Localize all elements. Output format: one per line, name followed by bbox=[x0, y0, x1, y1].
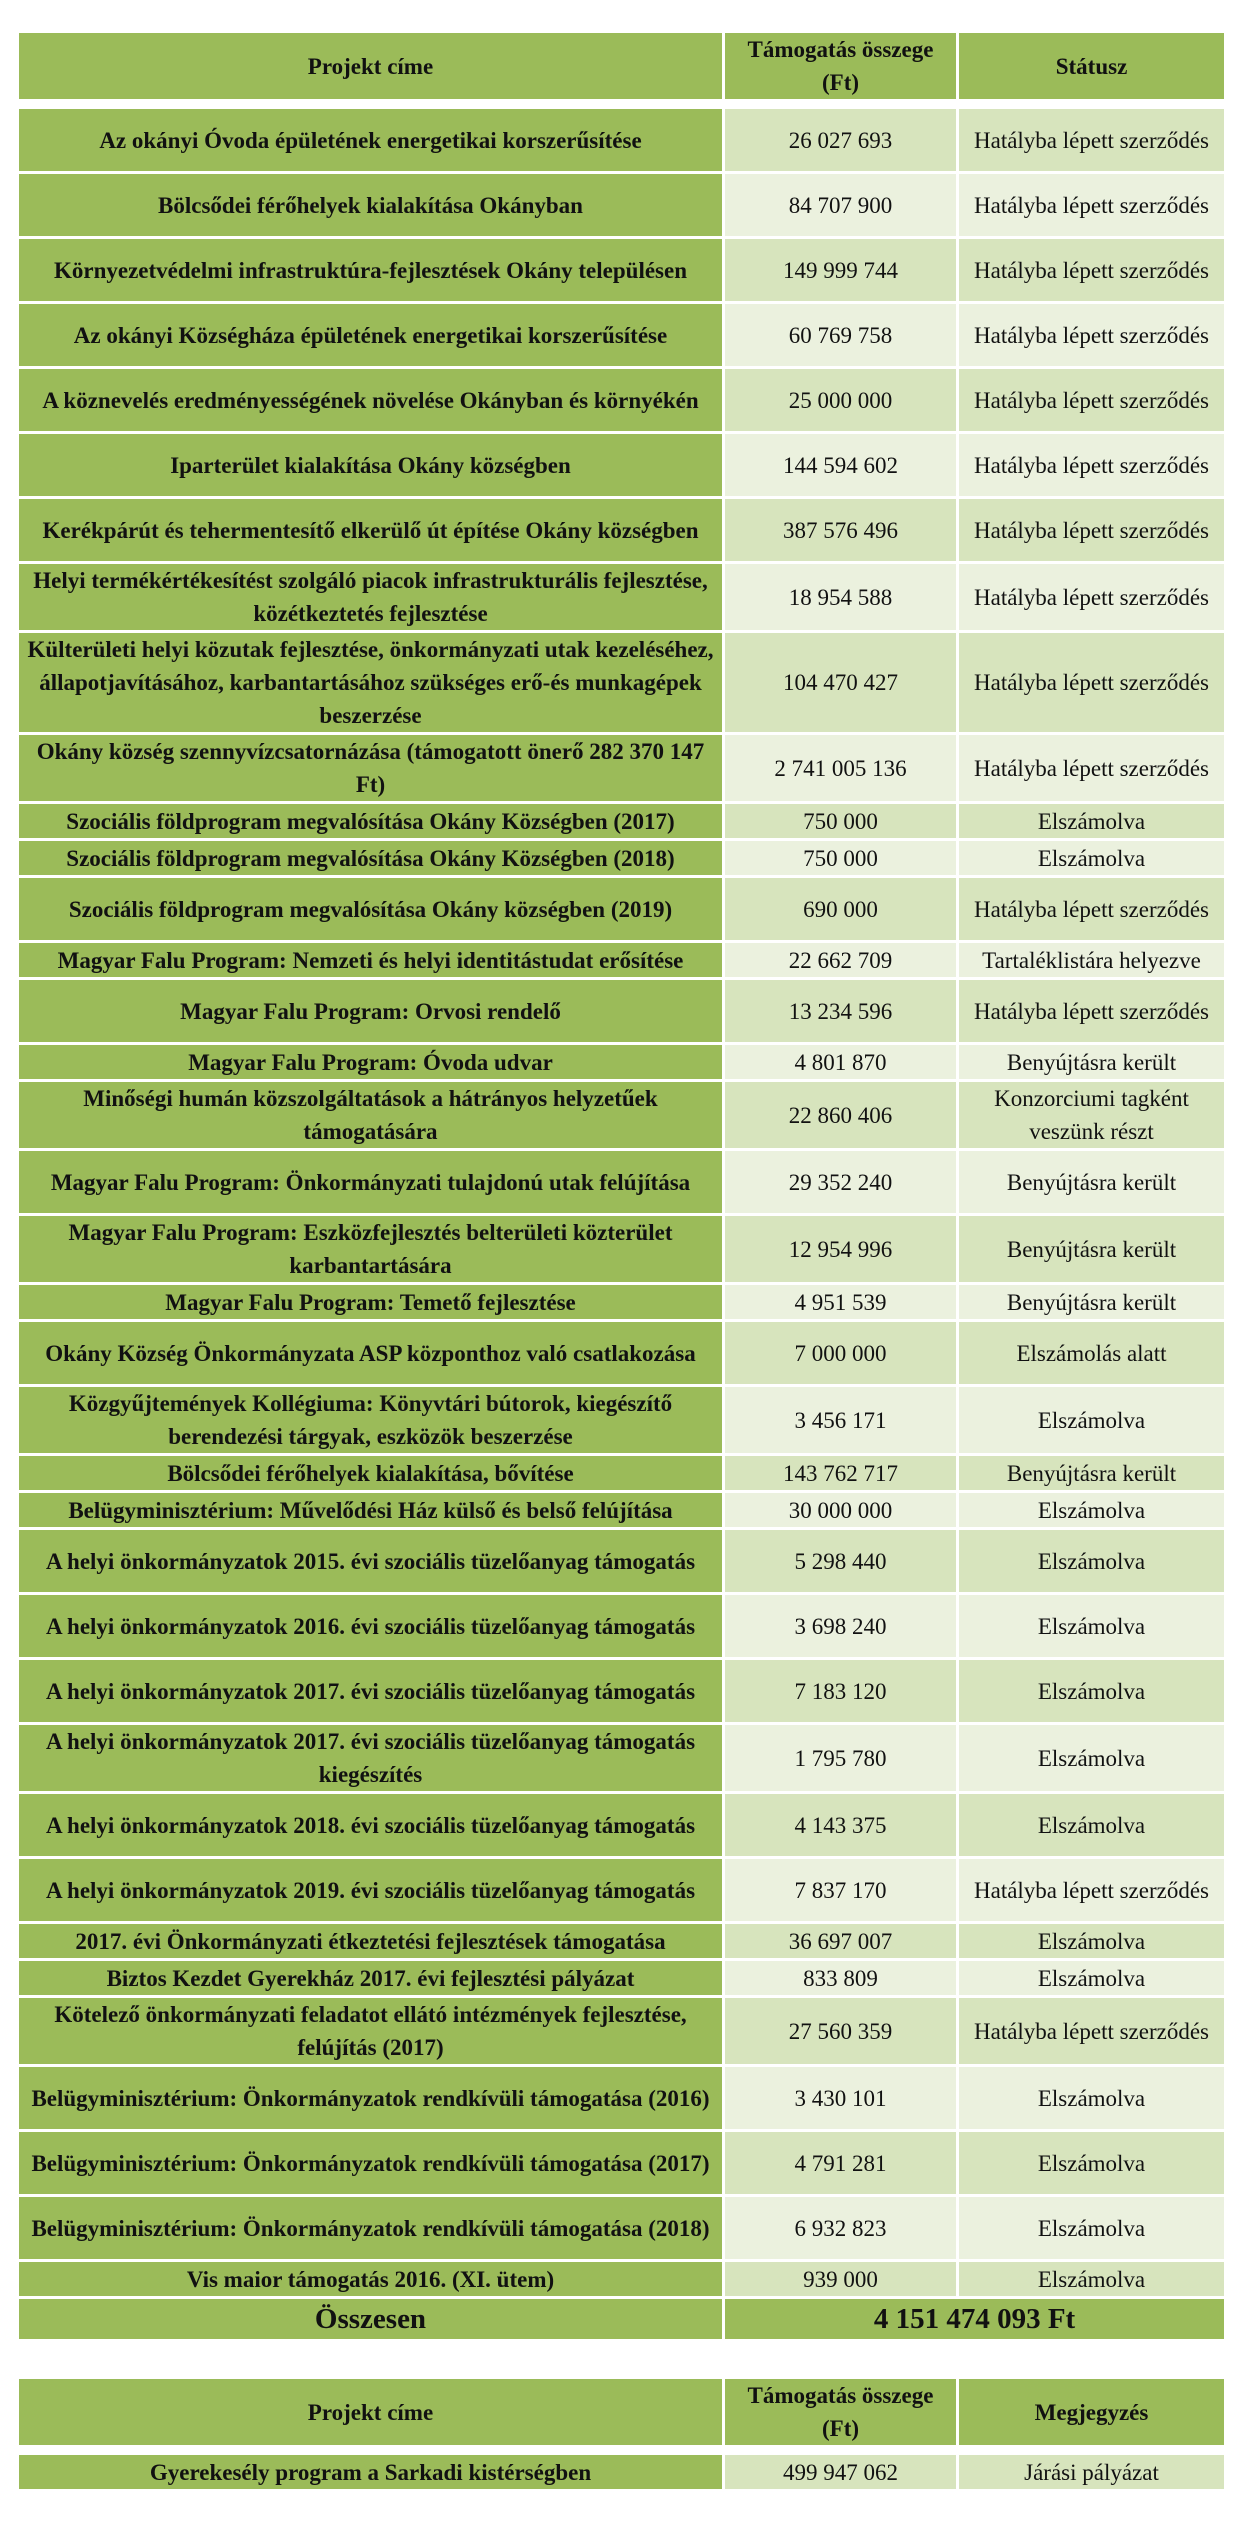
amount-cell: 12 954 996 bbox=[724, 1215, 958, 1284]
table-row bbox=[18, 632, 1226, 734]
amount-cell: 149 999 744 bbox=[724, 238, 958, 303]
table-row bbox=[18, 1284, 1226, 1321]
project-cell: Vis maior támogatás 2016. (XI. ütem) bbox=[18, 2261, 724, 2298]
project-cell: Magyar Falu Program: Eszközfejlesztés belterületi közterület karbantartására bbox=[18, 1215, 724, 1284]
table-row bbox=[18, 368, 1226, 433]
status-cell: Elszámolva bbox=[958, 1386, 1226, 1455]
status-cell: Hatályba lépett szerződés bbox=[958, 303, 1226, 368]
amount-cell: 18 954 588 bbox=[724, 563, 958, 632]
table-row bbox=[18, 1594, 1226, 1659]
project-cell: Magyar Falu Program: Óvoda udvar bbox=[18, 1044, 724, 1081]
header-row bbox=[18, 32, 1226, 101]
table-row bbox=[18, 803, 1226, 840]
status-cell: Benyújtásra került bbox=[958, 1455, 1226, 1492]
project-cell: Bölcsődei férőhelyek kialakítása, bővítése bbox=[18, 1455, 724, 1492]
amount-cell: 25 000 000 bbox=[724, 368, 958, 433]
project-cell: Iparterület kialakítása Okány községben bbox=[18, 433, 724, 498]
amount-cell: 833 809 bbox=[724, 1960, 958, 1997]
project-cell: Kötelező önkormányzati feladatot ellátó intézmények fejlesztése, felújítás (2017) bbox=[18, 1997, 724, 2066]
table-row bbox=[18, 734, 1226, 803]
table-row bbox=[18, 1150, 1226, 1215]
table-row bbox=[18, 1492, 1226, 1529]
table-row bbox=[18, 1923, 1226, 1960]
table-row bbox=[18, 2131, 1226, 2196]
status-cell: Elszámolva bbox=[958, 2196, 1226, 2261]
status-cell: Elszámolás alatt bbox=[958, 1321, 1226, 1386]
status-cell: Elszámolva bbox=[958, 1960, 1226, 1997]
project-cell: Magyar Falu Program: Nemzeti és helyi identitástudat erősítése bbox=[18, 942, 724, 979]
project-cell: Belügyminisztérium: Önkormányzatok rendkívüli támogatása (2018) bbox=[18, 2196, 724, 2261]
amount-cell: 27 560 359 bbox=[724, 1997, 958, 2066]
header-amount: Támogatás összege (Ft) bbox=[724, 2378, 958, 2447]
header-row bbox=[18, 2378, 1226, 2447]
project-cell: Magyar Falu Program: Temető fejlesztése bbox=[18, 1284, 724, 1321]
status-cell: Elszámolva bbox=[958, 2261, 1226, 2298]
total-label: Összesen bbox=[18, 2298, 724, 2341]
amount-cell: 144 594 602 bbox=[724, 433, 958, 498]
project-cell: A helyi önkormányzatok 2015. évi szociális tüzelőanyag támogatás bbox=[18, 1529, 724, 1594]
table-row bbox=[18, 840, 1226, 877]
status-cell: Hatályba lépett szerződés bbox=[958, 563, 1226, 632]
table-row bbox=[18, 433, 1226, 498]
status-cell: Elszámolva bbox=[958, 1659, 1226, 1724]
status-cell: Konzorciumi tagként veszünk részt bbox=[958, 1081, 1226, 1150]
project-cell: Szociális földprogram megvalósítása Okány községben (2019) bbox=[18, 877, 724, 942]
table-row bbox=[18, 1529, 1226, 1594]
table-row bbox=[18, 1215, 1226, 1284]
project-cell: Biztos Kezdet Gyerekház 2017. évi fejlesztési pályázat bbox=[18, 1960, 724, 1997]
table-row bbox=[18, 1997, 1226, 2066]
status-cell: Benyújtásra került bbox=[958, 1284, 1226, 1321]
table-row bbox=[18, 2066, 1226, 2131]
status-cell: Elszámolva bbox=[958, 1793, 1226, 1858]
table-row bbox=[18, 1724, 1226, 1793]
project-cell: Kerékpárút és tehermentesítő elkerülő út építése Okány községben bbox=[18, 498, 724, 563]
amount-cell: 13 234 596 bbox=[724, 979, 958, 1044]
header-status: Státusz bbox=[958, 32, 1226, 101]
amount-cell: 4 791 281 bbox=[724, 2131, 958, 2196]
header-amount: Támogatás összege (Ft) bbox=[724, 32, 958, 101]
project-cell: Okány Község Önkormányzata ASP központhoz való csatlakozása bbox=[18, 1321, 724, 1386]
header-project: Projekt címe bbox=[18, 2378, 724, 2447]
project-cell: Magyar Falu Program: Önkormányzati tulajdonú utak felújítása bbox=[18, 1150, 724, 1215]
table-row bbox=[18, 1960, 1226, 1997]
amount-cell: 36 697 007 bbox=[724, 1923, 958, 1960]
table-row bbox=[18, 173, 1226, 238]
amount-cell: 22 662 709 bbox=[724, 942, 958, 979]
total-amount: 4 151 474 093 Ft bbox=[724, 2298, 1226, 2341]
table-row bbox=[18, 877, 1226, 942]
status-cell: Hatályba lépett szerződés bbox=[958, 877, 1226, 942]
project-cell: Külterületi helyi közutak fejlesztése, önkormányzati utak kezeléséhez, állapotjavításához, karbantartásához szükséges erő-és munkagépek beszerzése bbox=[18, 632, 724, 734]
project-cell: Közgyűjtemények Kollégiuma: Könyvtári bútorok, kiegészítő berendezési tárgyak, eszközök beszerzése bbox=[18, 1386, 724, 1455]
project-cell: Okány község szennyvízcsatornázása (támogatott önerő 282 370 147 Ft) bbox=[18, 734, 724, 803]
amount-cell: 7 183 120 bbox=[724, 1659, 958, 1724]
grants-table-body bbox=[18, 108, 1226, 2341]
table-row bbox=[18, 108, 1226, 173]
amount-cell: 750 000 bbox=[724, 803, 958, 840]
project-cell: Szociális földprogram megvalósítása Okány Községben (2017) bbox=[18, 803, 724, 840]
status-cell: Elszámolva bbox=[958, 1492, 1226, 1529]
table-row bbox=[18, 1858, 1226, 1923]
amount-cell: 7 000 000 bbox=[724, 1321, 958, 1386]
amount-cell: 939 000 bbox=[724, 2261, 958, 2298]
status-cell: Elszámolva bbox=[958, 803, 1226, 840]
amount-cell: 3 430 101 bbox=[724, 2066, 958, 2131]
status-cell: Benyújtásra került bbox=[958, 1044, 1226, 1081]
table-row bbox=[18, 942, 1226, 979]
status-cell: Hatályba lépett szerződés bbox=[958, 1997, 1226, 2066]
amount-cell: 4 951 539 bbox=[724, 1284, 958, 1321]
amount-cell: 1 795 780 bbox=[724, 1724, 958, 1793]
status-cell: Elszámolva bbox=[958, 2131, 1226, 2196]
table-row bbox=[18, 2454, 1226, 2491]
project-cell: A köznevelés eredményességének növelése Okányban és környékén bbox=[18, 368, 724, 433]
status-cell: Hatályba lépett szerződés bbox=[958, 173, 1226, 238]
project-cell: Magyar Falu Program: Orvosi rendelő bbox=[18, 979, 724, 1044]
status-cell: Hatályba lépett szerződés bbox=[958, 1858, 1226, 1923]
project-cell: Belügyminisztérium: Önkormányzatok rendkívüli támogatása (2016) bbox=[18, 2066, 724, 2131]
amount-cell: 30 000 000 bbox=[724, 1492, 958, 1529]
project-cell: Az okányi Óvoda épületének energetikai korszerűsítése bbox=[18, 108, 724, 173]
header-note: Megjegyzés bbox=[958, 2378, 1226, 2447]
status-cell: Hatályba lépett szerződés bbox=[958, 238, 1226, 303]
project-cell: Bölcsődei férőhelyek kialakítása Okányban bbox=[18, 173, 724, 238]
status-cell: Elszámolva bbox=[958, 1724, 1226, 1793]
table-row bbox=[18, 498, 1226, 563]
total-row bbox=[18, 2298, 1226, 2341]
table-row bbox=[18, 1386, 1226, 1455]
table-row bbox=[18, 2196, 1226, 2261]
amount-cell: 4 143 375 bbox=[724, 1793, 958, 1858]
status-cell: Hatályba lépett szerződés bbox=[958, 433, 1226, 498]
amount-cell: 22 860 406 bbox=[724, 1081, 958, 1150]
table-row bbox=[18, 1793, 1226, 1858]
project-cell: Környezetvédelmi infrastruktúra-fejlesztések Okány településen bbox=[18, 238, 724, 303]
header-project: Projekt címe bbox=[18, 32, 724, 101]
status-cell: Tartaléklistára helyezve bbox=[958, 942, 1226, 979]
amount-cell: 690 000 bbox=[724, 877, 958, 942]
amount-cell: 3 698 240 bbox=[724, 1594, 958, 1659]
project-cell: A helyi önkormányzatok 2017. évi szociális tüzelőanyag támogatás bbox=[18, 1659, 724, 1724]
project-cell: A helyi önkormányzatok 2019. évi szociális tüzelőanyag támogatás bbox=[18, 1858, 724, 1923]
project-cell: Helyi termékértékesítést szolgáló piacok infrastrukturális fejlesztése, közétkeztetés fejlesztése bbox=[18, 563, 724, 632]
table-row bbox=[18, 979, 1226, 1044]
status-cell: Elszámolva bbox=[958, 840, 1226, 877]
table-row bbox=[18, 2261, 1226, 2298]
project-cell: A helyi önkormányzatok 2016. évi szociális tüzelőanyag támogatás bbox=[18, 1594, 724, 1659]
amount-cell: 6 932 823 bbox=[724, 2196, 958, 2261]
project-cell: Minőségi humán közszolgáltatások a hátrányos helyzetűek támogatására bbox=[18, 1081, 724, 1150]
status-cell: Elszámolva bbox=[958, 1594, 1226, 1659]
project-cell: Belügyminisztérium: Önkormányzatok rendkívüli támogatása (2017) bbox=[18, 2131, 724, 2196]
amount-cell: 750 000 bbox=[724, 840, 958, 877]
status-cell: Elszámolva bbox=[958, 1529, 1226, 1594]
table-row bbox=[18, 1455, 1226, 1492]
amount-cell: 387 576 496 bbox=[724, 498, 958, 563]
amount-cell: 7 837 170 bbox=[724, 1858, 958, 1923]
amount-cell: 4 801 870 bbox=[724, 1044, 958, 1081]
amount-cell: 104 470 427 bbox=[724, 632, 958, 734]
project-cell: A helyi önkormányzatok 2017. évi szociális tüzelőanyag támogatás kiegészítés bbox=[18, 1724, 724, 1793]
amount-cell: 499 947 062 bbox=[724, 2454, 958, 2491]
status-cell: Hatályba lépett szerződés bbox=[958, 979, 1226, 1044]
table-row bbox=[18, 1321, 1226, 1386]
amount-cell: 2 741 005 136 bbox=[724, 734, 958, 803]
table-row bbox=[18, 563, 1226, 632]
amount-cell: 3 456 171 bbox=[724, 1386, 958, 1455]
status-cell: Hatályba lépett szerződés bbox=[958, 498, 1226, 563]
status-cell: Hatályba lépett szerződés bbox=[958, 108, 1226, 173]
district-grants-table bbox=[16, 2376, 1227, 2492]
project-cell: Belügyminisztérium: Művelődési Ház külső és belső felújítása bbox=[18, 1492, 724, 1529]
amount-cell: 60 769 758 bbox=[724, 303, 958, 368]
project-cell: Szociális földprogram megvalósítása Okány Községben (2018) bbox=[18, 840, 724, 877]
table-row bbox=[18, 238, 1226, 303]
amount-cell: 84 707 900 bbox=[724, 173, 958, 238]
status-cell: Hatályba lépett szerződés bbox=[958, 632, 1226, 734]
status-cell: Benyújtásra került bbox=[958, 1150, 1226, 1215]
table-row bbox=[18, 1044, 1226, 1081]
project-cell: 2017. évi Önkormányzati étkeztetési fejlesztések támogatása bbox=[18, 1923, 724, 1960]
status-cell: Elszámolva bbox=[958, 1923, 1226, 1960]
document bbox=[16, 30, 1224, 2492]
status-cell: Elszámolva bbox=[958, 2066, 1226, 2131]
amount-cell: 26 027 693 bbox=[724, 108, 958, 173]
amount-cell: 29 352 240 bbox=[724, 1150, 958, 1215]
table-row bbox=[18, 1081, 1226, 1150]
project-cell: A helyi önkormányzatok 2018. évi szociális tüzelőanyag támogatás bbox=[18, 1793, 724, 1858]
table-row bbox=[18, 303, 1226, 368]
project-cell: Az okányi Községháza épületének energetikai korszerűsítése bbox=[18, 303, 724, 368]
status-cell: Hatályba lépett szerződés bbox=[958, 368, 1226, 433]
project-cell: Gyerekesély program a Sarkadi kistérségben bbox=[18, 2454, 724, 2491]
grants-table bbox=[16, 30, 1227, 2342]
amount-cell: 143 762 717 bbox=[724, 1455, 958, 1492]
status-cell: Benyújtásra került bbox=[958, 1215, 1226, 1284]
note-cell: Járási pályázat bbox=[958, 2454, 1226, 2491]
amount-cell: 5 298 440 bbox=[724, 1529, 958, 1594]
status-cell: Hatályba lépett szerződés bbox=[958, 734, 1226, 803]
table-row bbox=[18, 1659, 1226, 1724]
